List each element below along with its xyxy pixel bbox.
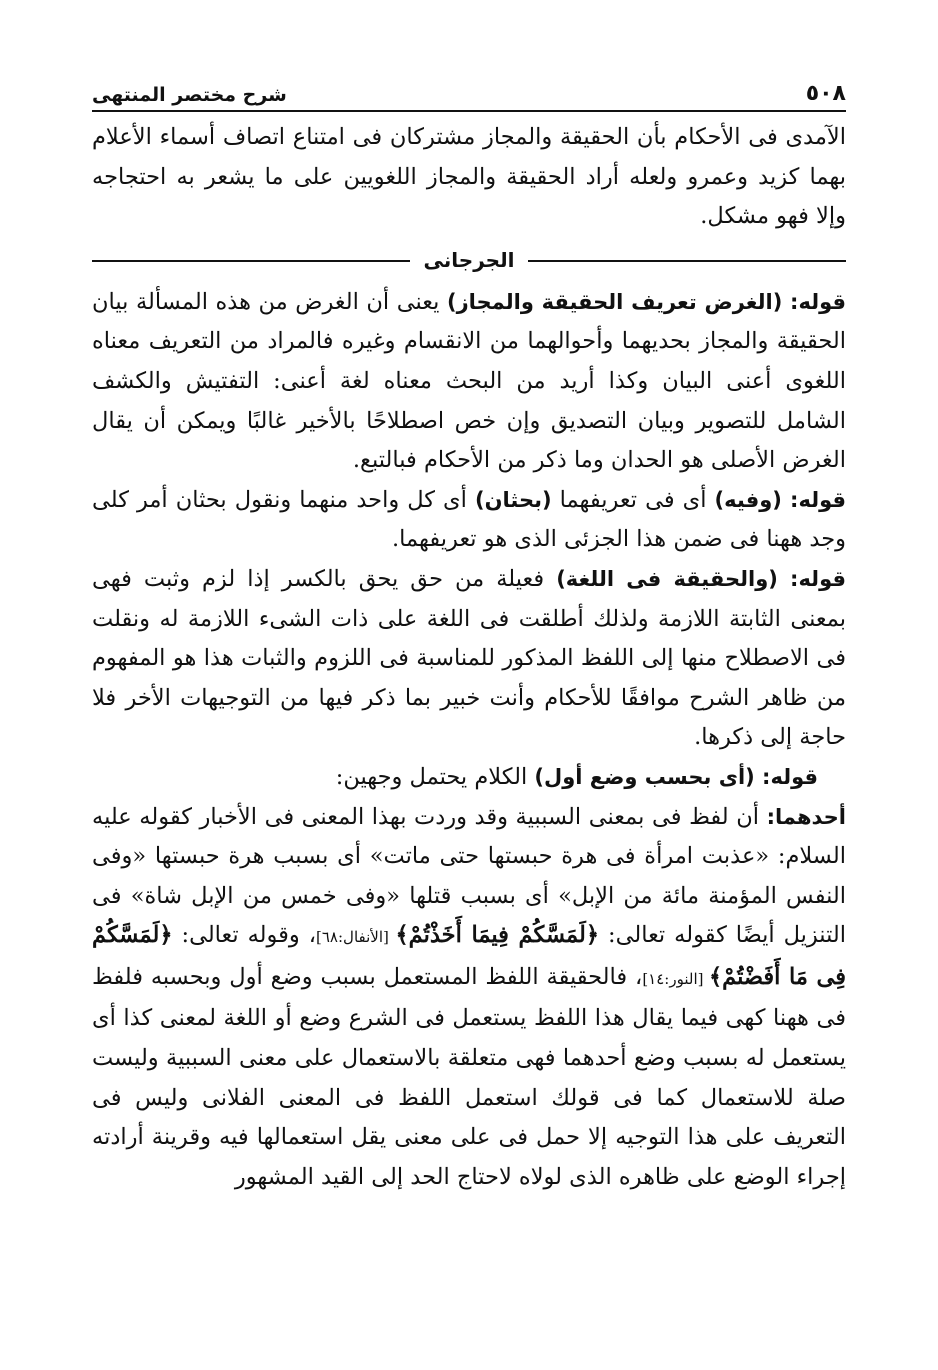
paragraph-3-lead: قوله: (والحقيقة فى اللغة)	[556, 566, 846, 591]
paragraph-5-text-b: ، وقوله تعالى:	[172, 922, 317, 949]
divider-rule-left	[92, 260, 410, 262]
paragraph-5-text-c: ، فالحقيقة اللفظ المستعمل بسبب وضع أول وبحسبه فلفظ فى ههنا كهى فيما يقال هذا اللفظ يستعمل فى الشرع وضع أو اللغة لمعنى كذا أى يستعمل له بسبب وضع أحدهما فهى متعلقة بالاستعمال على معنى السببية وليست صلة للاستعمال كما فى قولك استعمل اللفظ فى المعنى الفلانى وليس فى التعريف على هذا التوجيه إلا حمل فى على معنى يقل استعمالها فيه وقرينة أرادته إجراء الوضع على ظاهره الذى لولاه لاحتاج الحد إلى القيد المشهور	[92, 963, 846, 1190]
paragraph-2	[92, 481, 846, 560]
paragraph-5-text-a: أن لفظ فى بمعنى السببية وقد وردت بهذا المعنى فى الأخبار كقوله عليه السلام: «عذبت امرأة فى هرة حبستها حتى ماتت» أى بسبب هرة حبستها «وفى النفس المؤمنة مائة من الإبل» أى بسبب قتلها «وفى خمس من الإبل شاة» فى التنزيل أيضًا كقوله تعالى:	[92, 803, 846, 949]
quran-verse-2: ﴿لَمَسَّكُمْ فِى مَا أَفَضْتُمْ﴾	[92, 922, 846, 990]
paragraph-3	[92, 560, 846, 758]
paragraph-2-text-b: أى كل واحد منهما ونقول بحثان أمر كلى وجد ههنا فى ضمن هذا الجزئى الذى هو تعريفهما.	[92, 486, 846, 553]
section-title: الجرجانى	[423, 247, 515, 272]
book-title: شرح مختصر المنتهى	[92, 84, 287, 106]
paragraph-2-lead-b: (بحثان)	[474, 487, 552, 512]
page-number: ٥٠٨	[805, 81, 846, 106]
paragraph-3-text: فعيلة من حق يحق بالكسر إذا لزم وثبت فهى بمعنى الثابتة اللازمة ولذلك أطلقت فى اللغة على ذات الشىء اللازمة له ونقلت فى الاصطلاح منها إلى اللفظ المذكور للمناسبة فى اللزوم والثبات هذا هو المفهوم من ظاهر الشرح موافقًا للأحكام وأنت خبير بما ذكر فيها من التوجيهات الأخر فلا حاجة إلى ذكرها.	[92, 565, 846, 751]
paragraph-1-text: يعنى أن الغرض من هذه المسألة بيان الحقيقة والمجاز بحديهما وأحوالهما من الانقسام وغيره فالمراد من التعريف معناه اللغوى أعنى البيان وكذا أريد من البحث معناه لغة أعنى: التفتيش والكشف الشامل للتصوير وبيان التصديق وإن خص اصطلاحًا بالأخير غالبًا ويمكن أن يقال الغرض الأصلى هو الحدان وما ذكر من الأحكام فبالتبع.	[92, 288, 846, 474]
paragraph-4	[92, 758, 846, 798]
paragraph-1	[92, 283, 846, 481]
running-header	[92, 72, 846, 112]
paragraph-1-lead: قوله: (الغرض تعريف الحقيقة والمجاز)	[446, 289, 846, 314]
quran-verse-1: ﴿لَمَسَّكُمْ فِيمَا أَخَذْتُمْ﴾	[395, 922, 600, 949]
paragraph-5-lead: أحدهما:	[766, 804, 846, 829]
section-divider	[92, 243, 846, 279]
verse-ref-2: [النور:١٤]	[642, 969, 709, 988]
paragraph-5	[92, 798, 846, 1198]
paragraph-2-lead-a: قوله: (وفيه)	[714, 487, 846, 512]
page-body	[92, 118, 846, 1197]
paragraph-4-lead: قوله: (أى بحسب وضع أول)	[534, 764, 818, 789]
paragraph-2-text-a: أى فى تعريفهما	[551, 486, 715, 513]
divider-rule-right	[528, 260, 846, 262]
verse-ref-1: [الأنفال:٦٨]	[316, 928, 396, 947]
intro-paragraph: الآمدى فى الأحكام بأن الحقيقة والمجاز مشتركان فى امتناع اتصاف أسماء الأعلام بهما كزيد وعمرو ولعله أراد الحقيقة والمجاز اللغويين على ما يشعر به احتجاجه وإلا فهو مشكل.	[92, 124, 846, 230]
paragraph-4-text: الكلام يحتمل وجهين:	[335, 763, 535, 790]
